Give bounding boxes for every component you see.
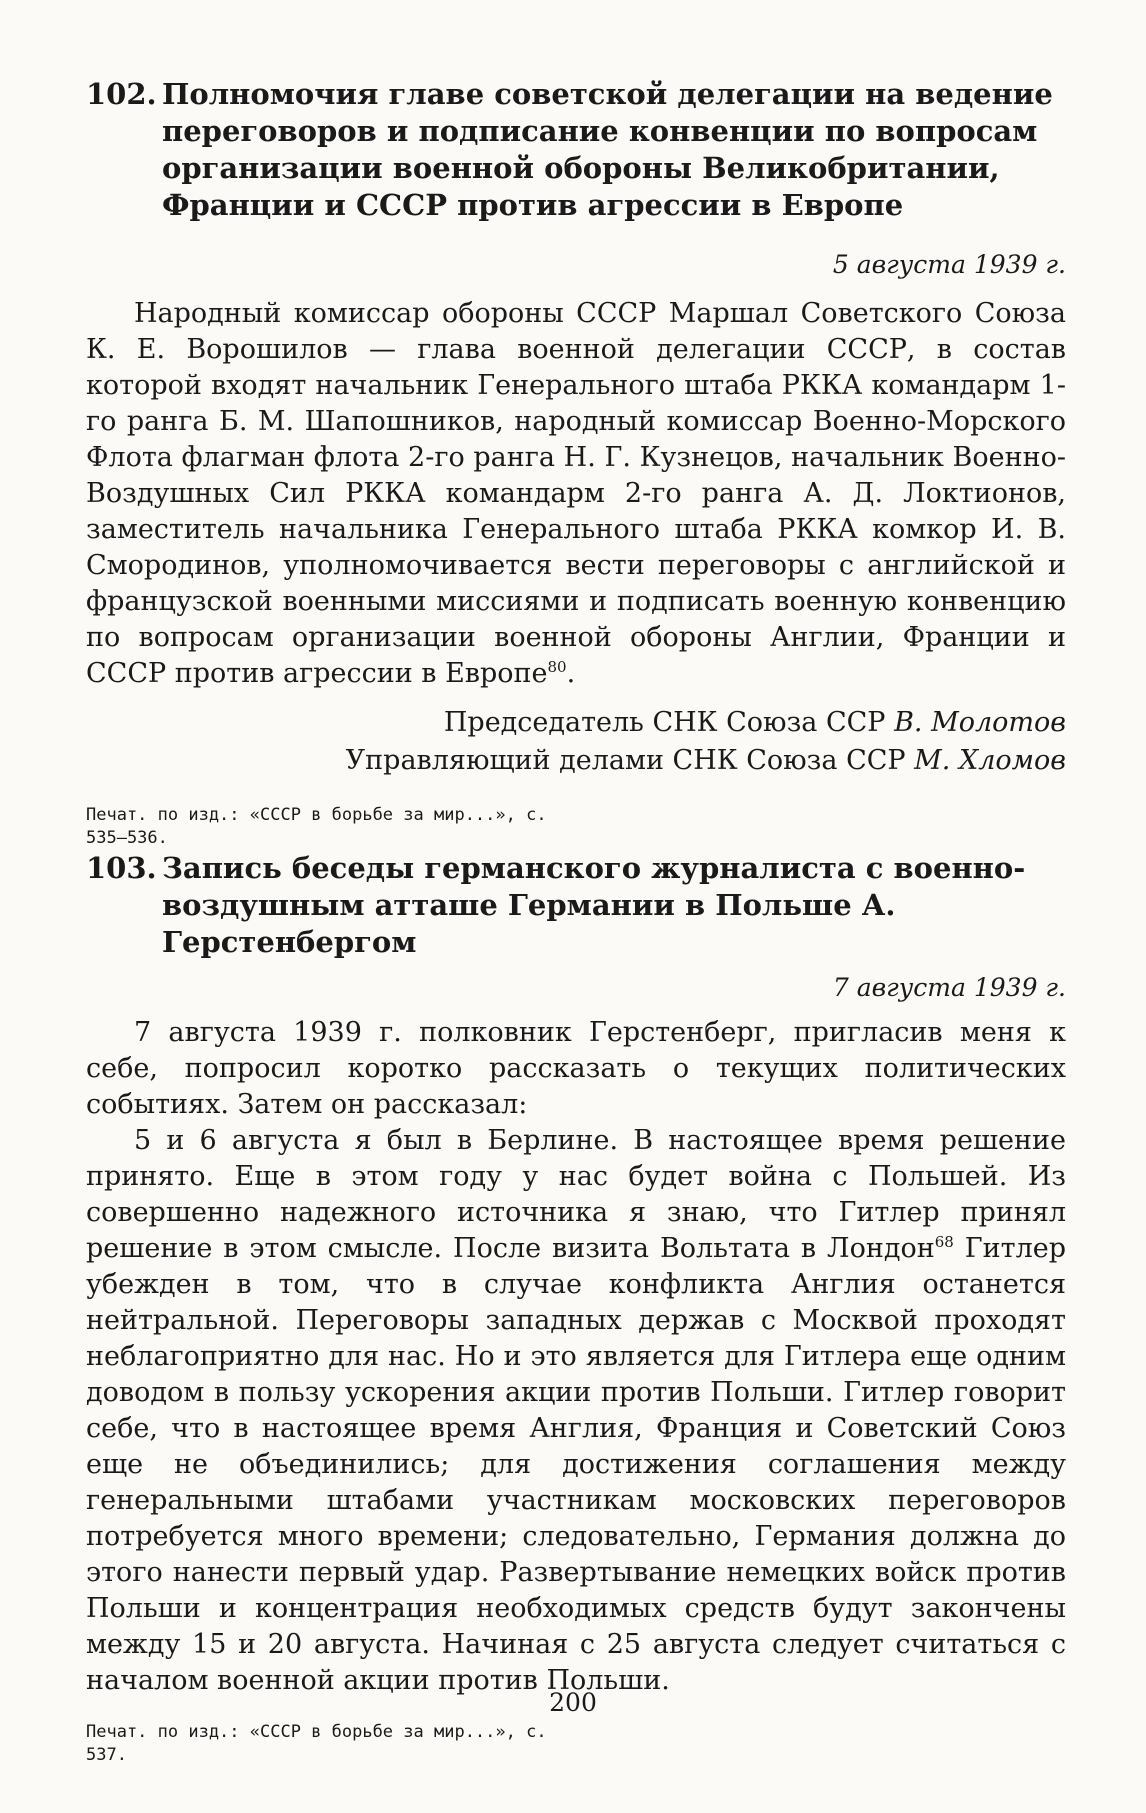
doc103-body	[86, 1015, 1066, 1699]
doc102-heading	[86, 76, 1066, 224]
doc103-title: Запись беседы германского журналиста с военно-воздушным атташе Германии в Польше А. Герстенбергом	[162, 851, 1026, 959]
signature2-role: Управляющий делами СНК Союза ССР	[345, 745, 906, 776]
doc103-para2-end: Гитлер убежден в том, что в случае конфликта Англия останется нейтральной. Переговоры западных держав с Москвой проходят неблагоприятно для нас. Но и это является для Гитлера еще одним доводом в пользу ускорения акции против Польши. Гитлер говорит себе, что в настоящее время Англия, Франция и Советский Союз еще не объединились; для достижения соглашения между генеральными штабами участникам московских переговоров потребуется много времени; следовательно, Германия должна до этого нанести первый удар. Развертывание немецких войск против Польши и концентрация необходимых средств будут закончены между 15 и 20 августа. Начиная с 25 августа следует считаться с началом военной акции против Польши.	[86, 1233, 1066, 1696]
doc103-heading	[86, 850, 1066, 961]
doc102-source: Печат. по изд.: «СССР в борьбе за мир...», с. 535—536.	[86, 805, 547, 848]
doc103-number: 103.	[86, 851, 157, 885]
doc102-title: Полномочия главе советской делегации на ведение переговоров и подписание конвенции по вопросам организации военной обороны Великобритании, Франции и СССР против агрессии в Европе	[162, 77, 1053, 222]
doc102-body-text: Народный комиссар обороны СССР Маршал Советского Союза К. Е. Ворошилов — глава военной делегации СССР, в состав которой входят начальник Генерального штаба РККА командарм 1-го ранга Б. М. Шапошников, народный комиссар Военно-Морского Флота флагман флота 2-го ранга Н. Г. Кузнецов, начальник Военно-Воздушных Сил РККА командарм 2-го ранга А. Д. Локтионов, заместитель начальника Генерального штаба РККА комкор И. В. Смородинов, уполномочивается вести переговоры с английской и французской военными миссиями и подписать военную конвенцию по вопросам организации военной обороны Англии, Франции и СССР против агрессии в Европе	[86, 298, 1066, 689]
signature1-role: Председатель СНК Союза ССР	[443, 707, 886, 738]
signature2-name: М. Хломов	[914, 745, 1066, 776]
doc102-body: Народный комиссар обороны СССР Маршал Советского Союза К. Е. Ворошилов — глава военной делегации СССР, в состав которой входят начальник Генерального штаба РККА командарм 1-го ранга Б. М. Шапошников, народный комиссар Военно-Морского Флота флагман флота 2-го ранга Н. Г. Кузнецов, начальник Военно-Воздушных Сил РККА командарм 2-го ранга А. Д. Локтионов, заместитель начальника Генерального штаба РККА комкор И. В. Смородинов, уполномочивается вести переговоры с английской и французской военными миссиями и подписать военную конвенцию по вопросам организации военной обороны Англии, Франции и СССР против агрессии в Европе$^{80}$.	[86, 298, 1066, 689]
doc103-source: Печат. по изд.: «СССР в борьбе за мир...», с. 537.	[86, 1722, 547, 1765]
document-103	[86, 850, 1066, 1767]
doc102-date: 5 августа 1939 г.	[832, 250, 1066, 279]
doc102-footnote: 80	[547, 658, 567, 676]
doc102-signature-1	[86, 704, 1066, 742]
doc103-paragraph-1: 7 августа 1939 г. полковник Герстенберг, пригласив меня к себе, попросил коротко рассказать о текущих политических событиях. Затем он рассказал:	[86, 1017, 1066, 1120]
doc103-footnote: 68	[934, 1233, 954, 1251]
signature1-name: В. Молотов	[894, 707, 1066, 738]
doc103-para2-start: 5 и 6 августа я был в Берлине. В настоящее время решение принято. Еще в этом году у нас будет война с Польшей. Из совершенно надежного источника я знаю, что Гитлер принял решение в этом смысле. После визита Вольтата в Лондон	[86, 1125, 1066, 1264]
doc103-paragraph-2	[86, 1123, 1066, 1699]
page-number: 200	[549, 1688, 597, 1717]
doc103-date: 7 августа 1939 г.	[832, 973, 1066, 1002]
document-102	[86, 76, 1066, 850]
doc102-signature-2	[86, 742, 1066, 780]
doc102-number: 102.	[86, 77, 157, 111]
